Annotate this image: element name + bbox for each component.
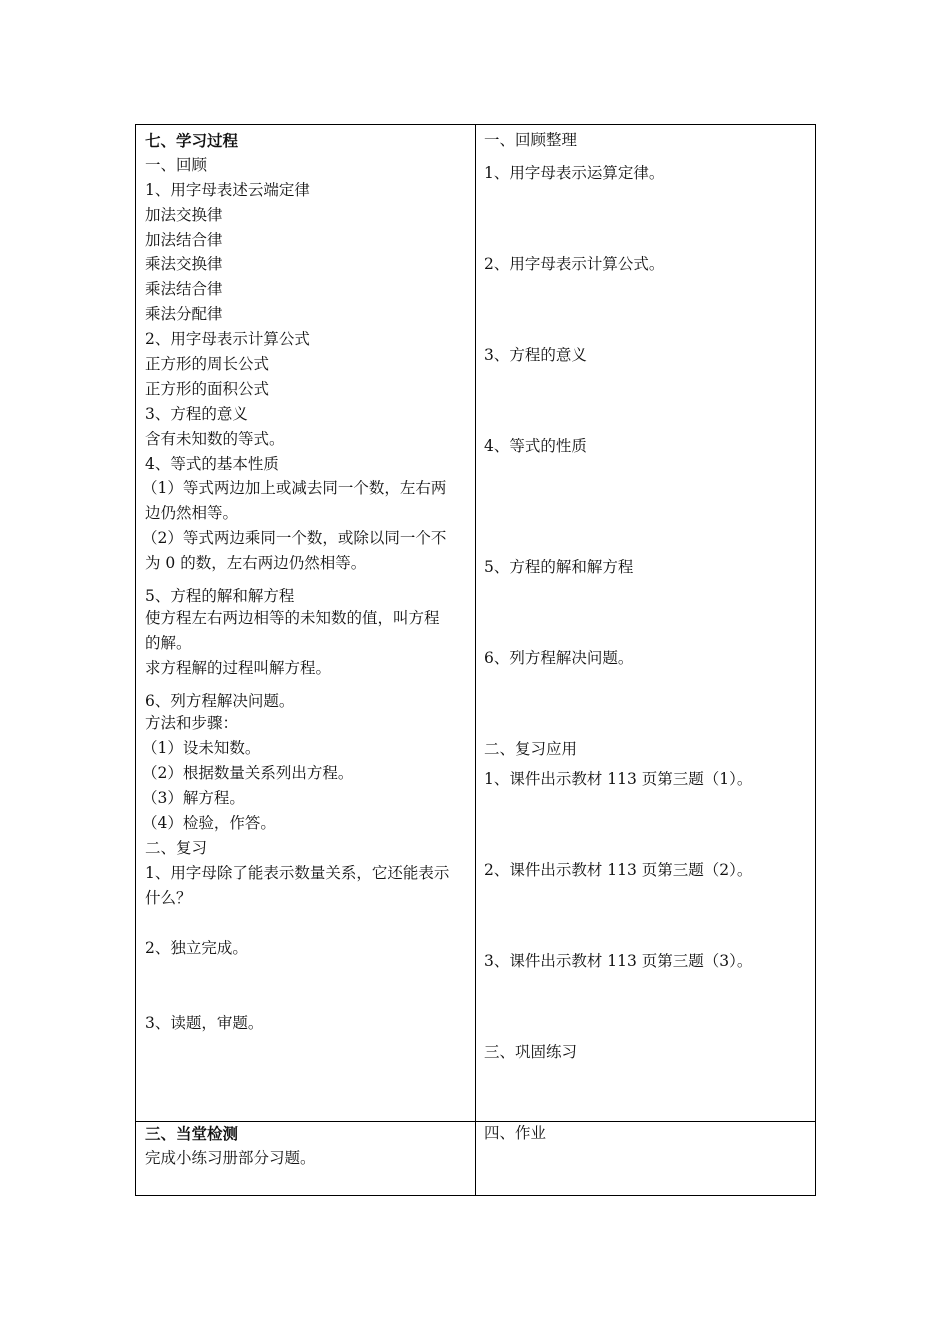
item-4: 4、等式的基本性质 [145,455,279,473]
item-6-step3: （3）解方程。 [142,789,245,807]
application-title: 二、复习应用 [484,740,578,758]
section-heading-learning-process: 七、学习过程 [145,131,239,150]
item-3: 3、方程的意义 [145,405,248,423]
item-6-step1: （1）设未知数。 [142,739,261,757]
item-1d: 乘法结合律 [145,280,223,298]
lesson-table [135,124,816,1196]
item-2b: 正方形的面积公式 [145,380,270,398]
item-5b: 求方程解的过程叫解方程。 [145,659,332,677]
item-5a-line1: 使方程左右两边相等的未知数的值，叫方程 [145,609,440,627]
item-3a: 含有未知数的等式。 [145,430,285,448]
item-4a-line1: （1）等式两边加上或减去同一个数，左右两 [142,479,447,497]
item-2a: 正方形的周长公式 [145,355,270,373]
review-title: 一、回顾 [145,156,208,174]
review2-item1-line2: 什么？ [145,889,192,907]
review2-item3: 3、读题，审题。 [145,1014,264,1032]
review2-title: 二、复习 [145,839,208,857]
in-class-test-heading: 三、当堂检测 [145,1124,239,1143]
application-item-2: 2、课件出示教材 113 页第三题（2）。 [484,861,753,879]
item-1a: 加法交换律 [145,206,223,224]
right-item-4: 4、等式的性质 [484,437,587,455]
right-item-2: 2、用字母表示计算公式。 [484,255,665,273]
right-item-6: 6、列方程解决问题。 [484,649,634,667]
item-4a-line2: 边仍然相等。 [145,504,239,522]
item-2: 2、用字母表示计算公式 [145,330,310,348]
homework-heading: 四、作业 [484,1124,547,1142]
item-1b: 加法结合律 [145,231,223,249]
item-4b-line1: （2）等式两边乘同一个数，或除以同一个不 [142,529,447,547]
item-5: 5、方程的解和解方程 [145,587,295,605]
item-6a: 方法和步骤： [145,714,239,732]
item-6: 6、列方程解决问题。 [145,692,295,710]
right-item-5: 5、方程的解和解方程 [484,558,634,576]
application-item-3: 3、课件出示教材 113 页第三题（3）。 [484,952,753,970]
right-title: 一、回顾整理 [484,131,578,149]
item-6-step2: （2）根据数量关系列出方程。 [142,764,354,782]
item-1: 1、用字母表述云端定律 [145,181,310,199]
review2-item1-line1: 1、用字母除了能表示数量关系，它还能表示 [145,864,450,882]
consolidate-title: 三、巩固练习 [484,1043,578,1061]
in-class-test-text: 完成小练习册部分习题。 [145,1149,316,1167]
right-item-3: 3、方程的意义 [484,346,587,364]
column-divider [475,125,476,1195]
application-item-1: 1、课件出示教材 113 页第三题（1）。 [484,770,753,788]
right-item-1: 1、用字母表示运算定律。 [484,164,665,182]
item-6-step4: （4）检验，作答。 [142,814,276,832]
item-4b-line2: 为 0 的数，左右两边仍然相等。 [145,554,367,572]
review2-item2: 2、独立完成。 [145,939,248,957]
item-5a-line2: 的解。 [145,634,192,652]
item-1c: 乘法交换律 [145,255,223,273]
item-1e: 乘法分配律 [145,305,223,323]
